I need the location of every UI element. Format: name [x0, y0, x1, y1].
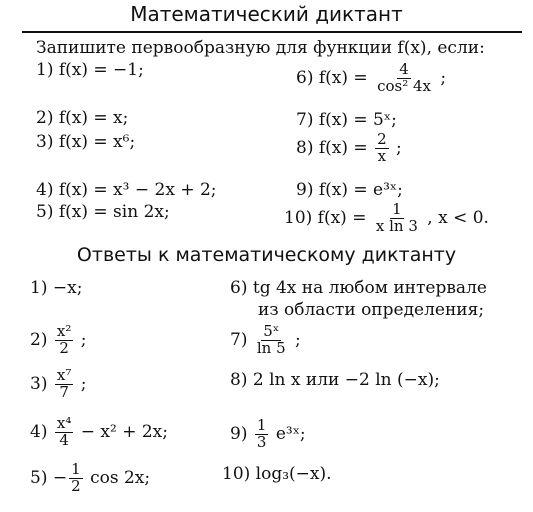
exercise-tail: ; — [396, 137, 402, 158]
answer-number: 8) — [230, 370, 248, 390]
fraction-denominator: 4 — [59, 430, 69, 449]
exercise-6 — [296, 62, 446, 95]
answer-6 — [230, 278, 487, 298]
fraction-denominator: cos² 4x — [377, 76, 431, 95]
fraction-numerator: x² — [56, 322, 72, 340]
exercise-expression: f(x) = x⁶; — [58, 132, 136, 152]
answer-number: 10) — [222, 464, 251, 484]
fraction-numerator: 2 — [377, 130, 387, 148]
fraction-denominator: ln 5 — [256, 338, 286, 357]
answer-number: 1) — [30, 278, 48, 298]
exercise-4 — [36, 180, 217, 200]
fraction-numerator: 5ˣ — [263, 322, 280, 340]
task-instruction: Запишите первообразную для функции f(x), если: — [36, 38, 485, 58]
exercise-1 — [36, 60, 144, 80]
exercise-tail: ; — [440, 67, 447, 88]
answer-fraction — [55, 416, 73, 449]
answer-fraction — [255, 324, 288, 357]
fraction-numerator: 1 — [256, 416, 267, 434]
answer-10 — [222, 464, 332, 484]
answer-2 — [30, 324, 86, 357]
exercise-lhs: f(x) = — [318, 137, 368, 158]
exercise-number: 4) — [36, 180, 54, 200]
exercise-number: 7) — [296, 110, 314, 130]
answer-tail: ; — [80, 329, 87, 350]
answer-expression: log₃(−x). — [255, 464, 332, 484]
answer-7 — [230, 324, 301, 357]
exercise-number: 8) — [296, 137, 314, 158]
exercise-expression: f(x) = sin 2x; — [58, 202, 170, 222]
exercise-10 — [284, 202, 489, 235]
answer-tail: − x² + 2x; — [80, 421, 168, 442]
answer-fraction — [69, 462, 83, 495]
answer-5 — [30, 462, 150, 495]
fraction-numerator: x⁴ — [56, 414, 72, 432]
exercise-number: 9) — [296, 180, 314, 200]
answer-1 — [30, 278, 82, 298]
answer-tail: ; — [80, 373, 87, 394]
exercise-lhs: f(x) = — [317, 207, 367, 228]
title-underline — [22, 31, 522, 33]
exercise-7 — [296, 110, 397, 130]
exercise-number: 1) — [36, 60, 54, 80]
exercise-fraction — [375, 62, 433, 95]
fraction-denominator: 2 — [59, 338, 69, 357]
answer-number: 6) — [230, 278, 248, 298]
exercise-5 — [36, 202, 170, 222]
exercise-fraction — [374, 202, 420, 235]
exercise-lhs: f(x) = — [318, 67, 368, 88]
exercise-expression: f(x) = 5ˣ; — [318, 110, 397, 130]
fraction-denominator: 2 — [71, 476, 81, 495]
fraction-numerator: 4 — [399, 60, 409, 78]
exercise-2 — [36, 108, 128, 128]
answer-fraction — [55, 324, 73, 357]
answer-9 — [230, 418, 306, 451]
answer-number: 7) — [230, 329, 248, 350]
answer-expression: 2 ln x или −2 ln (−x); — [252, 370, 440, 390]
answer-prefix: − — [52, 467, 68, 488]
fraction-numerator: 1 — [71, 460, 81, 478]
exercise-number: 6) — [296, 67, 314, 88]
answer-expression: −x; — [52, 278, 83, 298]
exercise-expression: f(x) = x; — [58, 108, 129, 128]
answer-number: 5) — [30, 467, 48, 488]
exercise-3 — [36, 132, 135, 152]
answer-fraction — [255, 418, 269, 451]
answer-tail: ; — [295, 329, 301, 350]
fraction-denominator: 7 — [59, 382, 69, 401]
exercise-number: 3) — [36, 132, 54, 152]
answer-number: 4) — [30, 421, 48, 442]
exercise-expression: f(x) = x³ − 2x + 2; — [58, 180, 217, 200]
answer-6-continuation — [258, 300, 484, 320]
answer-tail: e³ˣ; — [275, 423, 306, 444]
answer-3 — [30, 368, 86, 401]
exercise-number: 5) — [36, 202, 54, 222]
fraction-denominator: 3 — [256, 432, 267, 451]
exercise-number: 10) — [284, 207, 313, 228]
exercise-8 — [296, 132, 402, 165]
answer-tail: cos 2x; — [90, 467, 151, 488]
fraction-denominator: x ln 3 — [375, 216, 418, 235]
answer-number: 3) — [30, 373, 48, 394]
exercise-expression: f(x) = −1; — [58, 60, 144, 80]
fraction-numerator: 1 — [392, 200, 402, 218]
answer-number: 9) — [230, 423, 248, 444]
answers-title: Ответы к математическому диктанту — [76, 244, 457, 266]
exercise-fraction — [375, 132, 389, 165]
fraction-denominator: x — [377, 146, 387, 165]
fraction-numerator: x⁷ — [56, 366, 72, 384]
exercise-expression: f(x) = e³ˣ; — [318, 180, 403, 200]
exercise-number: 2) — [36, 108, 54, 128]
answer-line2: из области определения; — [258, 300, 485, 320]
answer-line1: tg 4x на любом интервале — [252, 278, 487, 298]
answer-8 — [230, 370, 440, 390]
answer-number: 2) — [30, 329, 48, 350]
answer-fraction — [55, 368, 73, 401]
page-title: Математический диктант — [130, 2, 403, 26]
exercise-tail: , x < 0. — [427, 207, 489, 228]
answer-4 — [30, 416, 168, 449]
exercise-9 — [296, 180, 403, 200]
